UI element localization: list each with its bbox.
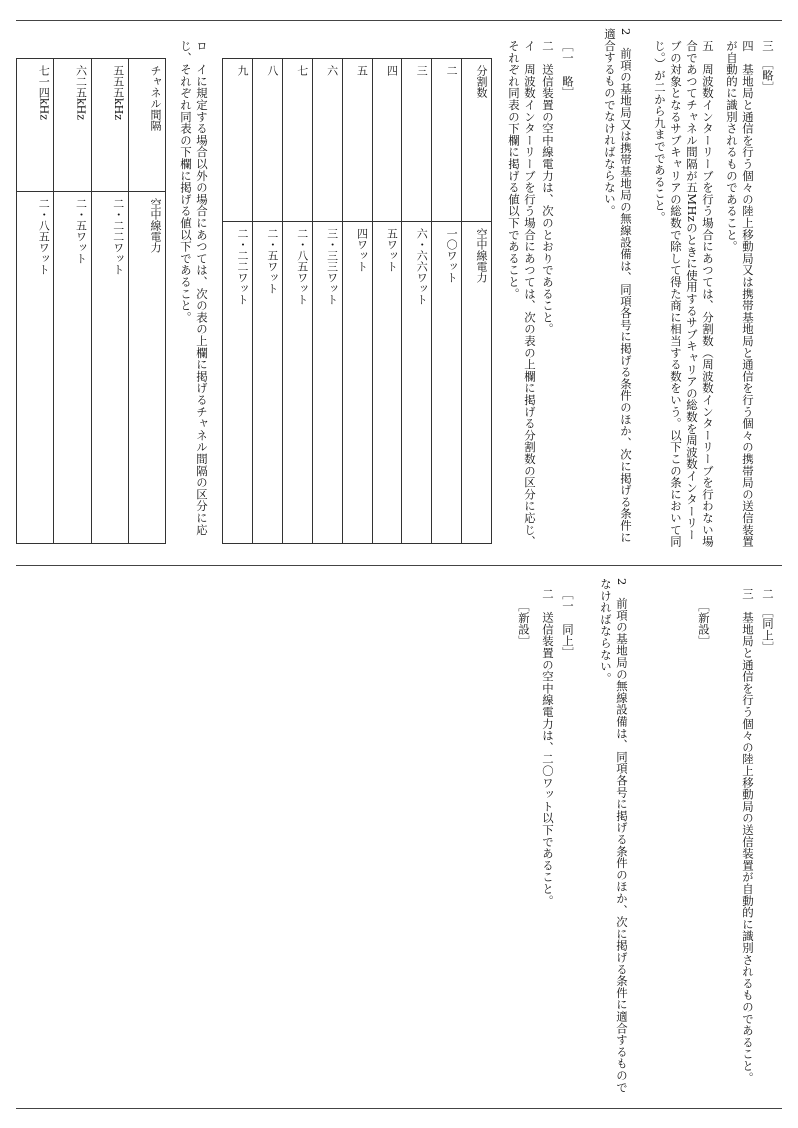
bottom-rule <box>16 1108 782 1109</box>
table-cell: 二・八五ワット <box>17 192 54 544</box>
table-channel-header <box>128 59 165 544</box>
table-header-cell: 分割数 <box>462 59 492 222</box>
table-row <box>54 59 91 544</box>
table-header-cell: チャネル間隔 <box>128 59 165 192</box>
upper-item3: 三 ［略］ <box>761 40 775 94</box>
table-row <box>432 59 462 544</box>
table-cell: 九 <box>223 59 253 222</box>
lower-new2: ［新設］ <box>517 600 531 648</box>
table-cell: 二・五ワット <box>253 222 283 544</box>
table-row <box>282 59 312 544</box>
table-header-cell: 空中線電力 <box>128 192 165 544</box>
middle-rule <box>16 565 782 566</box>
lower-para2: 2 前項の基地局の無線設備は、同項各号に掲げる条件のほか、次に掲げる条件に適合するものでなければならない。 <box>599 578 629 1094</box>
upper-sub2: 二 送信装置の空中線電力は、次のとおりであること。 <box>541 40 555 335</box>
table-row <box>253 59 283 544</box>
table-row <box>342 59 372 544</box>
top-rule <box>16 20 782 21</box>
lower-new1: ［新設］ <box>697 600 711 648</box>
upper-item5: 五 周波数インターリーブを行う場合にあつては、分割数（周波数インターリーブを行わない場合であつてチャネル間隔が五MHzのときに使用するサブキャリアの総数を周波数インターリーブの対象となるサブキャリアの総数で除して得た商に相当する数をいう。以下この条において同じ。）が二から九までであること。 <box>653 40 715 548</box>
table-cell: 五ワット <box>372 222 402 544</box>
table-header-cell: 空中線電力 <box>462 222 492 544</box>
upper-subI: イ 周波数インターリーブを行う場合にあつては、次の表の上欄に掲げる分割数の区分に応じ、それぞれ同表の下欄に掲げる値以下であること。 <box>507 40 537 548</box>
table-cell: 五 <box>342 59 372 222</box>
table-cell: 四ワット <box>342 222 372 544</box>
table-row <box>372 59 402 544</box>
table-cell: 一〇ワット <box>432 222 462 544</box>
table-row <box>17 59 54 544</box>
table-row <box>91 59 128 544</box>
table-bunkatsu <box>222 58 492 544</box>
table-cell: 四 <box>372 59 402 222</box>
table-channel <box>16 58 166 544</box>
table-cell: 六二五kHz <box>54 59 91 192</box>
lower-item3: 三 基地局と通信を行う個々の陸上移動局の送信装置が自動的に識別されるものであること。 <box>741 588 755 1084</box>
lower-sub2: 二 送信装置の空中線電力は、二〇ワット以下であること。 <box>541 588 555 907</box>
table-cell: 六・六六ワット <box>402 222 432 544</box>
table-cell: 七一四kHz <box>17 59 54 192</box>
upper-sub1: ［一 略］ <box>561 40 575 99</box>
table-cell: 二・五ワット <box>54 192 91 544</box>
lower-sub1: ［一 同上］ <box>561 588 575 659</box>
table-cell: 三・三三ワット <box>312 222 342 544</box>
table-cell: 三 <box>402 59 432 222</box>
table-cell: 二・二二ワット <box>223 222 253 544</box>
upper-subRo: ロ イに規定する場合以外の場合にあつては、次の表の上欄に掲げるチャネル間隔の区分に応じ、それぞれ同表の下欄に掲げる値以下であること。 <box>179 40 209 536</box>
table-bunkatsu-header <box>462 59 492 544</box>
table-cell: 二 <box>432 59 462 222</box>
table-row <box>312 59 342 544</box>
table-cell: 五五五kHz <box>91 59 128 192</box>
upper-para2: 2 前項の基地局又は携帯基地局の無線設備は、同項各号に掲げる条件のほか、次に掲げる条件に適合するものでなければならない。 <box>603 28 633 544</box>
lower-item2: 二 ［同上］ <box>761 588 775 654</box>
table-cell: 六 <box>312 59 342 222</box>
table-row <box>402 59 432 544</box>
upper-item4: 四 基地局と通信を行う個々の陸上移動局又は携帯基地局と通信を行う個々の携帯局の送信装置が自動的に識別されるものであること。 <box>725 40 755 548</box>
table-cell: 八 <box>253 59 283 222</box>
table-cell: 二・八五ワット <box>282 222 312 544</box>
table-row <box>223 59 253 544</box>
table-cell: 二・二二ワット <box>91 192 128 544</box>
table-cell: 七 <box>282 59 312 222</box>
